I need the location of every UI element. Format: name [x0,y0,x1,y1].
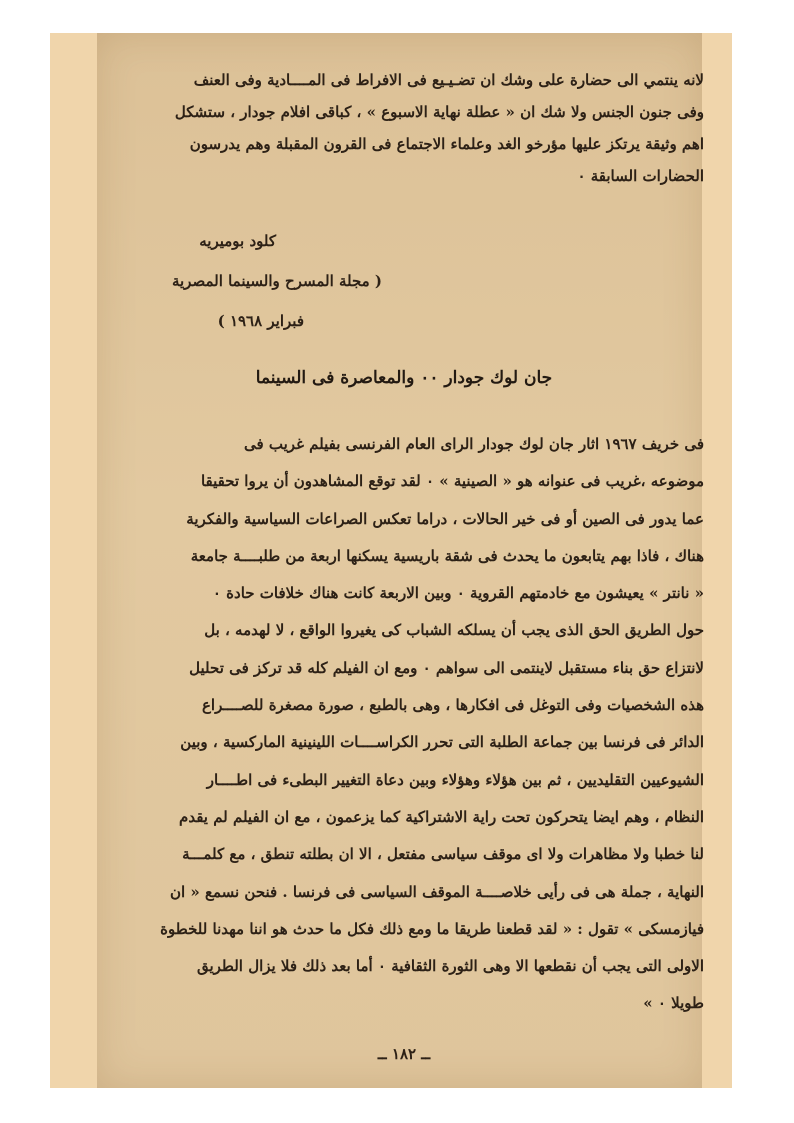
previous-section-text [104,64,704,192]
text-line: لانه ينتمي الى حضارة على وشك ان تضـيـيع فى الافراط فى المــــادية وفى العنف [193,71,704,89]
citation-date: فبراير ١٩٦٨ ) [217,312,304,330]
page-number: ــ ١٨٢ ــ [377,1045,431,1063]
text-line: « نانتر » يعيشون مع خادمتهم القروية ٠ وبين الاربعة كانت هناك خلافات حادة ٠ [212,584,704,603]
text-line: هناك ، فاذا بهم يتابعون ما يحدث فى شقة باريسية يسكنها اربعة من طلبــــة جامعة [190,546,704,565]
article-body [104,426,704,1023]
author-name: كلود بوميريه [199,232,276,250]
text-line: الاولى التى يجب أن نقطعها الا وهى الثورة الثقافية ٠ أما بعد ذلك فلا يزال الطريق [196,957,704,976]
text-line: الشيوعيين التقليديين ، ثم بين هؤلاء وهؤلاء وبين دعاة التغيير البطىء فى اطــــار [206,770,704,789]
text-line: الدائر فى فرنسا بين جماعة الطلبة التى تحرر الكراســــات اللينينية الماركسية ، وبين [180,733,704,752]
text-line: النظام ، وهم ايضا يتحركون تحت راية الاشتراكية كما يزعمون ، مع ان الفيلم لم يقدم [179,807,704,826]
article-title: جان لوك جودار ٠٠ والمعاصرة فى السينما [255,368,553,388]
source-citation: ( مجلة المسرح والسينما المصرية [171,272,382,290]
text-line: فى خريف ١٩٦٧ اثار جان لوك جودار الراى العام الفرنسى بفيلم غريب فى [244,435,704,453]
text-line: لنا خطبا ولا مظاهرات ولا اى موقف سياسى مفتعل ، الا ان بطلته تنطق ، مع كلمـــة [182,845,704,864]
text-line: وفى جنون الجنس ولا شك ان « عطلة نهاية الاسبوع » ، كباقى افلام جودار ، ستشكل [174,103,704,121]
text-line: حول الطريق الحق الذى يجب أن يسلكه الشباب كى يغيروا الواقع ، لا لهدمه ، بل [204,621,704,640]
text-line: هذه الشخصيات وفى التوغل فى افكارها ، وهى بالطبع ، صورة مصغرة للصــــراع [201,696,704,715]
text-line: عما يدور فى الصين أو فى خير الحالات ، دراما تعكس الصراعات السياسية والفكرية [186,509,704,528]
text-line: النهاية ، جملة هى فى رأيى خلاصــــة الموقف السياسى فى فرنسا . فنحن نسمع « ان [169,882,704,901]
text-line: فيازمسكى » تقول : « لقد قطعنا طريقا ما ومع ذلك فكل ما حدث هو اننا مهدنا للخطوة [160,919,704,938]
text-line: موضوعه ،غريب فى عنوانه هو « الصينية » ٠ لقد توقع المشاهدون أن يروا تحقيقا [200,472,704,491]
text-line: اهم وثيقة يرتكز عليها مؤرخو الغد وعلماء الاجتماع فى القرون المقبلة وهم يدرسون [189,135,704,153]
text-line: طويلا ٠ » [643,994,704,1013]
text-line: الحضارات السابقة ٠ [577,167,704,185]
text-line: لانتزاع حق بناء مستقبل لاينتمى الى سواهم ٠ ومع ان الفيلم كله قد تركز فى تحليل [189,658,704,677]
